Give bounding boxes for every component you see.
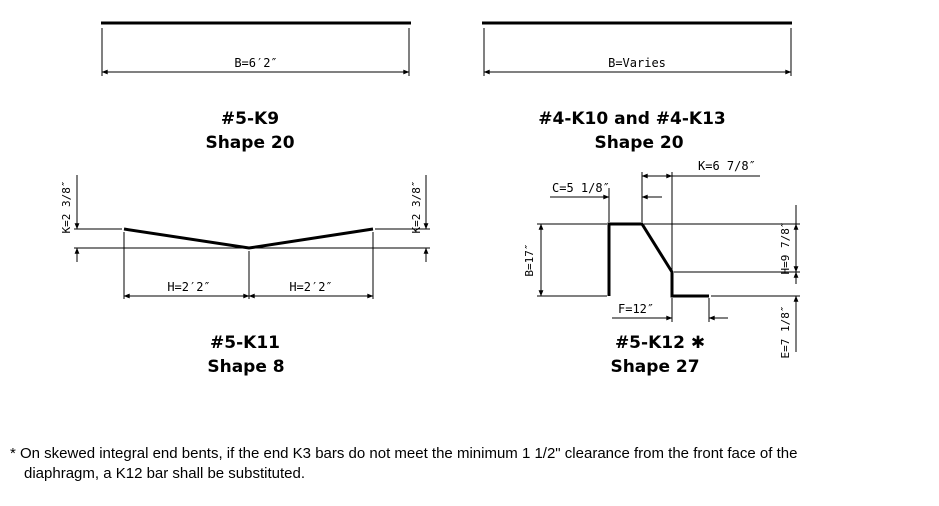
k12-dim-f-label: F=12″	[618, 302, 655, 316]
k12-dim-h-label: H=9 7/8″	[779, 221, 792, 275]
k11-dim-k-right-label: K=2 3/8″	[410, 180, 423, 234]
k9-shape-group	[101, 23, 411, 153]
k11-shape-label: Shape 8	[207, 357, 285, 377]
k10-dim-b-label: B=Varies	[608, 56, 666, 70]
k12-dim-k-label: K=6 7/8″	[698, 159, 756, 173]
k12-bar-mark: #5-K12 ✱	[614, 333, 706, 353]
k10-k13-shape-group	[482, 23, 792, 153]
footnote-line-2: diaphragm, a K12 bar shall be substituted.	[24, 465, 306, 482]
k11-dim-k-left-label: K=2 3/8″	[60, 180, 73, 234]
k11-bar-mark: #5-K11	[210, 333, 280, 353]
k11-shape-group	[60, 175, 430, 377]
k9-dim-b-label: B=6′2″	[234, 56, 278, 70]
k9-shape-label: Shape 20	[205, 133, 295, 153]
k11-dim-h-left-label: H=2′2″	[167, 280, 211, 294]
k10-shape-label: Shape 20	[594, 133, 684, 153]
k9-bar-mark: #5-K9	[220, 109, 280, 129]
k11-bar-line	[124, 229, 373, 248]
k12-dim-b-label: B=17″	[523, 243, 536, 277]
k12-bar-line	[609, 224, 709, 296]
k12-dim-c-label: C=5 1/8″	[552, 181, 610, 195]
k10-bar-mark: #4-K10 and #4-K13	[538, 109, 726, 129]
k12-shape-label: Shape 27	[610, 357, 700, 377]
footnote-line-1: * On skewed integral end bents, if the end K3 bars do not meet the minimum 1 1/2" clearance from the front face of the	[10, 445, 798, 462]
k12-shape-group	[523, 159, 800, 377]
substitution-footnote	[10, 444, 932, 484]
k11-dim-h-right-label: H=2′2″	[289, 280, 333, 294]
k12-dim-e-label: E=7 1/8″	[779, 305, 792, 359]
